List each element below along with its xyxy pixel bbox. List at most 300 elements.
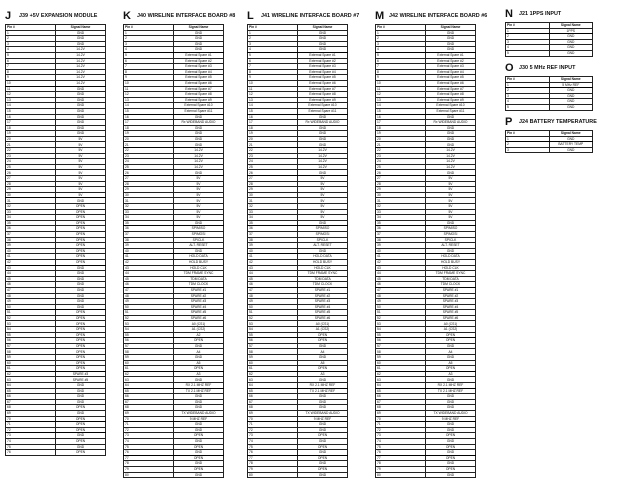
section-letter: J [5,10,12,22]
signal-name: 14.2V [298,164,348,170]
pin-number: 67 [376,399,426,405]
section-j21 [505,8,593,57]
pin-number: 17 [376,120,426,126]
pin-number: 73 [6,433,56,439]
signal-name: 9 MHZ REF [298,416,348,422]
pinout-table [375,24,476,478]
signal-name: GND [56,41,106,47]
pin-number: 57 [376,343,426,349]
signal-name: TDM FRAME SYNC [174,271,224,277]
pin-number: 28 [124,181,174,187]
signal-name: GND [174,377,224,383]
signal-name: GND [298,136,348,142]
signal-name: TDM CLOCK [174,282,224,288]
pin-number: 35 [124,220,174,226]
signal-name: GND [298,248,348,254]
signal-name: HOLD DATA [174,254,224,260]
signal-name: A0 (CS1) [174,321,224,327]
signal-name: GND [426,41,476,47]
pin-number: 66 [376,394,426,400]
col-header-signal: Signal Name [426,25,476,31]
pin-number: 42 [376,259,426,265]
signal-name: A4 [298,349,348,355]
signal-name: GND [56,282,106,288]
pin-number: 22 [124,148,174,154]
signal-name: 5V [426,187,476,193]
signal-name: SPIMOSI [426,231,476,237]
pin-number: 4 [248,47,298,53]
pin-number: 4 [506,45,550,51]
pin-number: 28 [248,181,298,187]
pin-number: 29 [124,187,174,193]
pin-number: 38 [6,237,56,243]
signal-name: 5V [56,187,106,193]
pin-number: 51 [376,310,426,316]
pin-number: 50 [124,304,174,310]
signal-name: GND [174,422,224,428]
pin-number: 68 [376,405,426,411]
pin-number: 51 [6,310,56,316]
section-j40 [123,10,235,478]
signal-name: SPARE #2 [298,293,348,299]
signal-name: GND [426,114,476,120]
pin-number: 45 [248,276,298,282]
pin-number: 1 [506,82,550,88]
pin-number: 7 [376,64,426,70]
signal-name: 14.2V [298,153,348,159]
signal-name: 5V [174,192,224,198]
table-row [248,472,348,478]
pin-number: 58 [248,349,298,355]
pin-number: 46 [124,282,174,288]
pin-number: 74 [376,438,426,444]
pin-number: 30 [248,192,298,198]
signal-name: 5V [298,181,348,187]
pin-number: 7 [6,64,56,70]
pin-number: 38 [248,237,298,243]
pinout-table [505,76,593,111]
signal-name: GND [56,293,106,299]
pin-number: 37 [124,231,174,237]
signal-name: GND [426,472,476,478]
pin-number: 74 [6,438,56,444]
signal-name: External Spare #2 [426,58,476,64]
section-letter: P [505,116,513,128]
signal-name: OPEN [426,366,476,372]
signal-name: GND [426,36,476,42]
pin-number: 24 [6,159,56,165]
signal-name: OPEN [298,433,348,439]
signal-name: A5 [174,360,224,366]
pin-number: 37 [6,231,56,237]
col-header-pin: Pin # [6,25,56,31]
pin-number: 79 [124,466,174,472]
pin-number: 66 [248,394,298,400]
signal-name: 14.2V [426,164,476,170]
pin-number: 1 [506,28,550,34]
signal-name: 14.2V [56,80,106,86]
signal-name: OPEN [426,433,476,439]
signal-name: External Spare #8 [174,92,224,98]
section-title: J42 WIRELINE INTERFACE BOARD #6 [389,13,488,19]
pin-number: 5 [248,52,298,58]
signal-name: GND [174,136,224,142]
pin-number: 43 [6,265,56,271]
signal-name: External Spare #5 [174,75,224,81]
pin-number: 59 [124,355,174,361]
signal-name: 14.2V [56,58,106,64]
pin-number: 2 [506,34,550,40]
signal-name: 5V [174,209,224,215]
pin-number: 18 [6,125,56,131]
pin-number: 31 [248,198,298,204]
signal-name: OPEN [56,237,106,243]
pin-number: 78 [124,461,174,467]
pin-number: 60 [248,360,298,366]
signal-name: 5V [298,176,348,182]
signal-name: External Spare #11 [298,108,348,114]
pin-number: 41 [248,254,298,260]
pin-number: 46 [376,282,426,288]
signal-name: GND [174,427,224,433]
pin-number: 65 [124,388,174,394]
signal-name: OPEN [426,455,476,461]
pin-number: 40 [248,248,298,254]
col-header-signal: Signal Name [298,25,348,31]
signal-name: HOLD BUSY [298,259,348,265]
signal-name: HOLD DATA [426,254,476,260]
pin-number: 9 [6,75,56,81]
pin-number: 31 [124,198,174,204]
pin-number: 15 [6,108,56,114]
pin-number: 6 [248,58,298,64]
pin-number: 79 [248,466,298,472]
pin-number: 40 [6,248,56,254]
pin-number: 26 [6,170,56,176]
signal-name: 14.2V [174,148,224,154]
signal-name: GND [298,47,348,53]
signal-name: GND [174,220,224,226]
pin-number: 62 [124,371,174,377]
pin-number: 43 [248,265,298,271]
signal-name: 5V [56,148,106,154]
signal-name: GND [298,405,348,411]
pin-number: 61 [6,366,56,372]
pin-number: 57 [248,343,298,349]
signal-name: OPEN [426,466,476,472]
pin-number: 33 [124,209,174,215]
pin-number: 16 [248,114,298,120]
signal-name: A2 [174,332,224,338]
pin-number: 36 [248,226,298,232]
pin-number: 5 [6,52,56,58]
pin-number: 55 [248,332,298,338]
section-j30 [505,62,593,111]
pin-number: 9 [376,75,426,81]
table-row [506,50,593,56]
pin-number: 69 [248,410,298,416]
signal-name: TX WIDEBAND AUDIO [174,410,224,416]
pin-number: 65 [6,388,56,394]
signal-name: GND [56,30,106,36]
table-row [376,472,476,478]
signal-name: External Spare #1 [298,52,348,58]
pin-number: 58 [376,349,426,355]
signal-name: GND [56,276,106,282]
pin-number: 16 [376,114,426,120]
signal-name: External Spare #5 [426,75,476,81]
signal-name: TX WIDEBAND AUDIO [298,410,348,416]
pin-number: 8 [376,69,426,75]
signal-name: GND [298,114,348,120]
signal-name: HOLD CLK [298,265,348,271]
pin-number: 7 [124,64,174,70]
pin-number: 80 [124,472,174,478]
pin-number: 22 [248,148,298,154]
pin-number: 53 [376,321,426,327]
pin-number: 62 [376,371,426,377]
signal-name: External Spare #4 [426,69,476,75]
pin-number: 34 [6,215,56,221]
signal-name: SPARE #3 [56,371,106,377]
pin-number: 20 [376,136,426,142]
pin-number: 69 [376,410,426,416]
pin-number: 14 [248,103,298,109]
signal-name: GND [298,220,348,226]
section-letter: M [375,10,385,22]
pin-number: 13 [6,97,56,103]
pin-number: 64 [6,383,56,389]
pin-number: 12 [6,92,56,98]
pin-number: 6 [6,58,56,64]
signal-name: External Spare #10 [298,103,348,109]
pin-number: 4 [506,99,550,105]
pin-number: 43 [376,265,426,271]
signal-name: SPARE #5 [174,310,224,316]
signal-name: GND [56,304,106,310]
pin-number: 32 [124,204,174,210]
pin-number: 73 [124,433,174,439]
signal-name: OPEN [174,366,224,372]
pin-number: 23 [124,153,174,159]
pin-number: 3 [506,93,550,99]
pin-number: 39 [124,243,174,249]
pin-number: 70 [6,416,56,422]
pin-number: 72 [6,427,56,433]
signal-name: 5V [56,176,106,182]
signal-name: GND [174,472,224,478]
signal-name: GND [174,142,224,148]
pin-number: 2 [124,36,174,42]
section-title: J21 1PPS INPUT [519,11,562,17]
col-header-pin: Pin # [248,25,298,31]
signal-name: GND [298,170,348,176]
signal-name: OPEN [298,444,348,450]
pin-number: 66 [124,394,174,400]
pin-number: 18 [124,125,174,131]
pin-number: 53 [6,321,56,327]
pin-number: 45 [124,276,174,282]
signal-name: GND [56,120,106,126]
col-header-signal: Signal Name [549,23,593,29]
signal-name: GND [298,438,348,444]
pin-number: 41 [124,254,174,260]
signal-name: OPEN [174,466,224,472]
signal-name: GND [426,377,476,383]
pin-number: 64 [376,383,426,389]
signal-name: ALT. RESET [426,243,476,249]
pin-number: 25 [248,164,298,170]
signal-name: GND [56,444,106,450]
signal-name: GND [298,377,348,383]
signal-name: External Spare #10 [174,103,224,109]
signal-name: GND [56,103,106,109]
signal-name: SPARE #5 [56,377,106,383]
pin-number: 22 [6,148,56,154]
pin-number: 42 [6,259,56,265]
pin-number: 48 [248,293,298,299]
pin-number: 71 [124,422,174,428]
signal-name: 5V [174,215,224,221]
pin-number: 22 [376,148,426,154]
pin-number: 2 [506,88,550,94]
signal-name: OPEN [56,343,106,349]
pin-number: 70 [124,416,174,422]
signal-name: OPEN [56,360,106,366]
signal-name: 14.2V [56,47,106,53]
pin-number: 61 [376,366,426,372]
section-j24 [505,116,597,153]
pin-number: 51 [124,310,174,316]
signal-name: OPEN [426,332,476,338]
pin-number: 21 [376,142,426,148]
pin-number: 44 [6,271,56,277]
pin-number: 67 [248,399,298,405]
signal-name: GND [174,248,224,254]
section-letter: K [123,10,131,22]
pin-number: 1 [506,136,550,142]
signal-name: 5V [56,192,106,198]
signal-name: OPEN [56,254,106,260]
pin-number: 49 [248,299,298,305]
pin-number: 73 [248,433,298,439]
signal-name: GND [549,39,593,45]
signal-name: GND [426,47,476,53]
signal-name: GND [56,410,106,416]
pin-number: 15 [124,108,174,114]
pin-number: 11 [376,86,426,92]
pin-number: 33 [6,209,56,215]
pin-number: 60 [124,360,174,366]
pin-number: 65 [248,388,298,394]
signal-name: External Spare #3 [298,64,348,70]
signal-name: SPIMISO [426,226,476,232]
pin-number: 36 [376,226,426,232]
pin-number: 63 [124,377,174,383]
pin-number: 73 [376,433,426,439]
signal-name: OPEN [174,444,224,450]
signal-name: SPARE #4 [298,304,348,310]
col-header-pin: Pin # [124,25,174,31]
signal-name: SPARE #5 [298,310,348,316]
signal-name: GND [426,170,476,176]
signal-name: A3 [426,371,476,377]
signal-name: GND [174,394,224,400]
section-j41 [247,10,359,478]
pin-number: 64 [124,383,174,389]
pin-number: 62 [6,371,56,377]
signal-name: 5V [174,198,224,204]
pin-number: 3 [248,41,298,47]
table-row [6,450,106,456]
pin-number: 17 [248,120,298,126]
pin-number: 78 [376,461,426,467]
pin-number: 63 [376,377,426,383]
signal-name: A1 (CS2) [174,327,224,333]
signal-name: A1 (CS2) [426,327,476,333]
pin-number: 68 [248,405,298,411]
pin-number: 38 [124,237,174,243]
section-title: J24 BATTERY TEMPERATURE [519,119,597,125]
signal-name: ALT. RESET [174,243,224,249]
pin-number: 34 [248,215,298,221]
signal-name: HOLD CLK [426,265,476,271]
signal-name: 14.2V [298,159,348,165]
pin-number: 15 [248,108,298,114]
pin-number: 31 [6,198,56,204]
pin-number: 35 [248,220,298,226]
signal-name: External Spare #10 [426,103,476,109]
signal-name: OPEN [56,209,106,215]
signal-name: GND [174,343,224,349]
signal-name: 5V [56,181,106,187]
signal-name: OPEN [56,321,106,327]
signal-name: External Spare #3 [426,64,476,70]
signal-name: GND [298,394,348,400]
pin-number: 1 [6,30,56,36]
signal-name: GND [426,131,476,137]
col-header-pin: Pin # [376,25,426,31]
pin-number: 6 [376,58,426,64]
signal-name: GND [426,422,476,428]
signal-name: 5V [426,204,476,210]
signal-name: SPICLK [426,237,476,243]
signal-name: OPEN [56,450,106,456]
signal-name: 5V [56,153,106,159]
pin-number: 79 [376,466,426,472]
signal-name: GND [426,30,476,36]
section-title: J41 WIRELINE INTERFACE BOARD #7 [261,13,360,19]
pin-number: 57 [6,343,56,349]
signal-name: GND [426,125,476,131]
pin-number: 53 [248,321,298,327]
pin-number: 14 [376,103,426,109]
pin-number: 38 [376,237,426,243]
pin-number: 49 [6,299,56,305]
signal-name: A4 [426,349,476,355]
pin-number: 41 [6,254,56,260]
pin-number: 15 [376,108,426,114]
pin-number: 54 [248,327,298,333]
pin-number: 20 [124,136,174,142]
pin-number: 8 [124,69,174,75]
pin-number: 44 [376,271,426,277]
pin-number: 52 [248,315,298,321]
signal-name: 5V [298,198,348,204]
signal-name: External Spare #6 [174,80,224,86]
pin-number: 39 [376,243,426,249]
signal-name: GND [549,34,593,40]
